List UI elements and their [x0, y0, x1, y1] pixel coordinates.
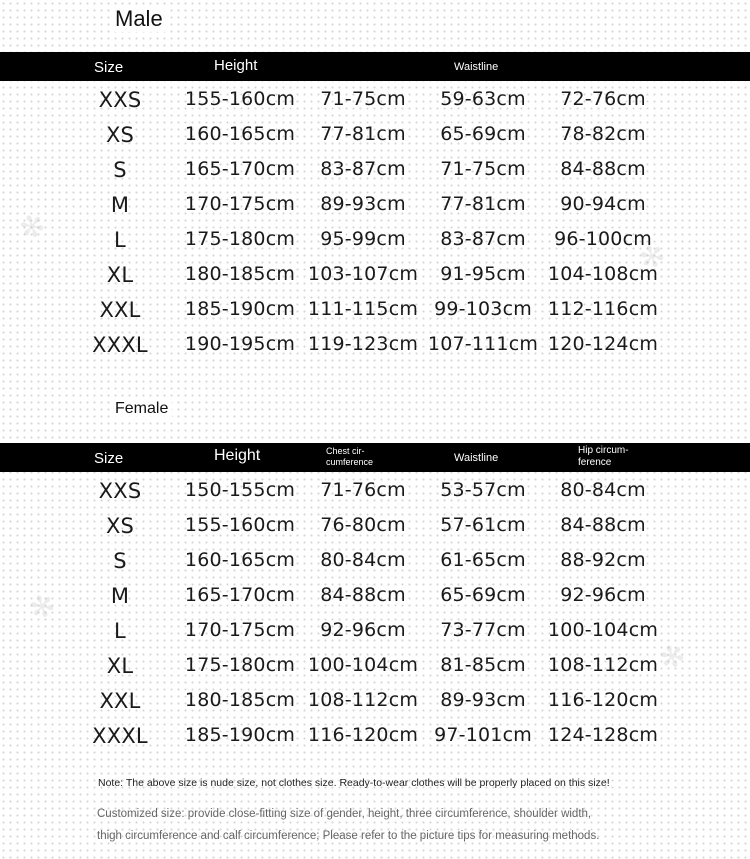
header-size: Size: [94, 450, 124, 467]
header-hip-line2: ference: [578, 457, 612, 468]
cell-hip: 120-124cm: [547, 333, 659, 355]
cell-hip: 112-116cm: [547, 298, 659, 320]
cell-height: 180-185cm: [184, 263, 296, 285]
header-height: Height: [214, 447, 261, 464]
watermark: ✻: [654, 636, 691, 679]
cell-size: M: [110, 193, 130, 217]
cell-hip: 84-88cm: [560, 514, 646, 536]
table-row: [0, 263, 750, 298]
table-row: [0, 333, 750, 368]
header-height: Height: [214, 57, 258, 74]
table-row: [0, 619, 750, 654]
table-row: [0, 584, 750, 619]
cell-waist: 71-75cm: [440, 158, 526, 180]
watermark: ✻: [634, 236, 671, 279]
table-row: [0, 228, 750, 263]
cell-size: XS: [105, 123, 135, 147]
cell-chest: 80-84cm: [320, 549, 406, 571]
cell-hip: 72-76cm: [560, 88, 646, 110]
cell-height: 170-175cm: [184, 619, 296, 641]
cell-waist: 83-87cm: [440, 228, 526, 250]
cell-hip: 90-94cm: [560, 193, 646, 215]
cell-chest: 76-80cm: [320, 514, 406, 536]
cell-size: XXL: [99, 689, 141, 713]
cell-chest: 100-104cm: [307, 654, 419, 676]
cell-size: L: [114, 228, 126, 252]
cell-height: 185-190cm: [184, 724, 296, 746]
cell-waist: 107-111cm: [427, 333, 539, 355]
cell-height: 155-160cm: [184, 514, 296, 536]
cell-height: 175-180cm: [184, 228, 296, 250]
cell-waist: 97-101cm: [434, 724, 532, 746]
cell-size: M: [110, 584, 130, 608]
cell-chest: 71-76cm: [320, 479, 406, 501]
cell-hip: 80-84cm: [560, 479, 646, 501]
cell-waist: 65-69cm: [440, 584, 526, 606]
custom-size-line2: thigh circumference and calf circumference; Please refer to the picture tips for measuring methods.: [97, 830, 600, 842]
table-row: [0, 158, 750, 193]
cell-height: 165-170cm: [184, 158, 296, 180]
cell-height: 175-180cm: [184, 654, 296, 676]
header-chest: [326, 446, 373, 468]
cell-waist: 91-95cm: [440, 263, 526, 285]
cell-waist: 65-69cm: [440, 123, 526, 145]
female-size-table: [0, 479, 750, 759]
header-chest-line1: Chest cir-: [326, 446, 365, 456]
cell-chest: 89-93cm: [320, 193, 406, 215]
cell-height: 150-155cm: [184, 479, 296, 501]
cell-hip: 100-104cm: [547, 619, 659, 641]
cell-chest: 103-107cm: [307, 263, 419, 285]
cell-height: 185-190cm: [184, 298, 296, 320]
cell-chest: 83-87cm: [320, 158, 406, 180]
cell-waist: 77-81cm: [440, 193, 526, 215]
cell-size: XXL: [99, 298, 141, 322]
cell-height: 170-175cm: [184, 193, 296, 215]
cell-hip: 78-82cm: [560, 123, 646, 145]
table-row: [0, 724, 750, 759]
cell-height: 180-185cm: [184, 689, 296, 711]
table-row: [0, 514, 750, 549]
header-hip-line1: Hip circum-: [578, 445, 629, 456]
cell-size: L: [114, 619, 126, 643]
table-row: [0, 193, 750, 228]
male-section-title: Male: [111, 6, 167, 32]
cell-waist: 89-93cm: [440, 689, 526, 711]
female-table-header: [0, 443, 750, 472]
watermark: ✻: [24, 586, 61, 629]
cell-hip: 116-120cm: [547, 689, 659, 711]
cell-waist: 73-77cm: [440, 619, 526, 641]
cell-size: XL: [106, 654, 134, 678]
header-size: Size: [94, 59, 124, 76]
cell-hip: 92-96cm: [560, 584, 646, 606]
female-section-title: Female: [111, 400, 172, 418]
cell-size: XS: [105, 514, 135, 538]
cell-waist: 81-85cm: [440, 654, 526, 676]
cell-waist: 59-63cm: [440, 88, 526, 110]
cell-size: XXXL: [92, 724, 148, 748]
custom-size-line1: Customized size: provide close-fitting size of gender, height, three circumference, shoulder width,: [97, 808, 592, 820]
cell-hip: 108-112cm: [547, 654, 659, 676]
header-waistline: Waistline: [454, 61, 499, 73]
cell-hip: 96-100cm: [554, 228, 652, 250]
table-row: [0, 654, 750, 689]
custom-size-info: [97, 803, 657, 847]
table-row: [0, 689, 750, 724]
cell-height: 165-170cm: [184, 584, 296, 606]
header-chest-line2: cumference: [326, 457, 374, 467]
table-row: [0, 298, 750, 333]
male-table-header: [0, 52, 750, 81]
size-note: Note: The above size is nude size, not clothes size. Ready-to-wear clothes will be properly placed on this size!: [98, 777, 610, 789]
cell-size: S: [113, 158, 127, 182]
cell-waist: 99-103cm: [434, 298, 532, 320]
cell-chest: 119-123cm: [307, 333, 419, 355]
cell-chest: 84-88cm: [320, 584, 406, 606]
cell-chest: 111-115cm: [307, 298, 419, 320]
cell-size: XXS: [98, 88, 142, 112]
header-hip: [578, 445, 629, 469]
cell-size: XL: [106, 263, 134, 287]
cell-hip: 124-128cm: [547, 724, 659, 746]
cell-waist: 53-57cm: [440, 479, 526, 501]
table-row: [0, 88, 750, 123]
cell-chest: 71-75cm: [320, 88, 406, 110]
table-row: [0, 549, 750, 584]
cell-chest: 92-96cm: [320, 619, 406, 641]
cell-chest: 108-112cm: [307, 689, 419, 711]
cell-size: XXXL: [92, 333, 148, 357]
cell-hip: 88-92cm: [560, 549, 646, 571]
male-size-table: [0, 88, 750, 368]
cell-height: 160-165cm: [184, 123, 296, 145]
cell-waist: 61-65cm: [440, 549, 526, 571]
cell-height: 190-195cm: [184, 333, 296, 355]
cell-hip: 104-108cm: [547, 263, 659, 285]
cell-chest: 95-99cm: [320, 228, 406, 250]
header-waistline: Waistline: [454, 452, 499, 464]
cell-chest: 77-81cm: [320, 123, 406, 145]
cell-height: 155-160cm: [184, 88, 296, 110]
cell-chest: 116-120cm: [307, 724, 419, 746]
cell-hip: 84-88cm: [560, 158, 646, 180]
table-row: [0, 479, 750, 514]
cell-size: S: [113, 549, 127, 573]
cell-size: XXS: [98, 479, 142, 503]
table-row: [0, 123, 750, 158]
watermark: ✻: [14, 206, 51, 249]
cell-height: 160-165cm: [184, 549, 296, 571]
cell-waist: 57-61cm: [440, 514, 526, 536]
